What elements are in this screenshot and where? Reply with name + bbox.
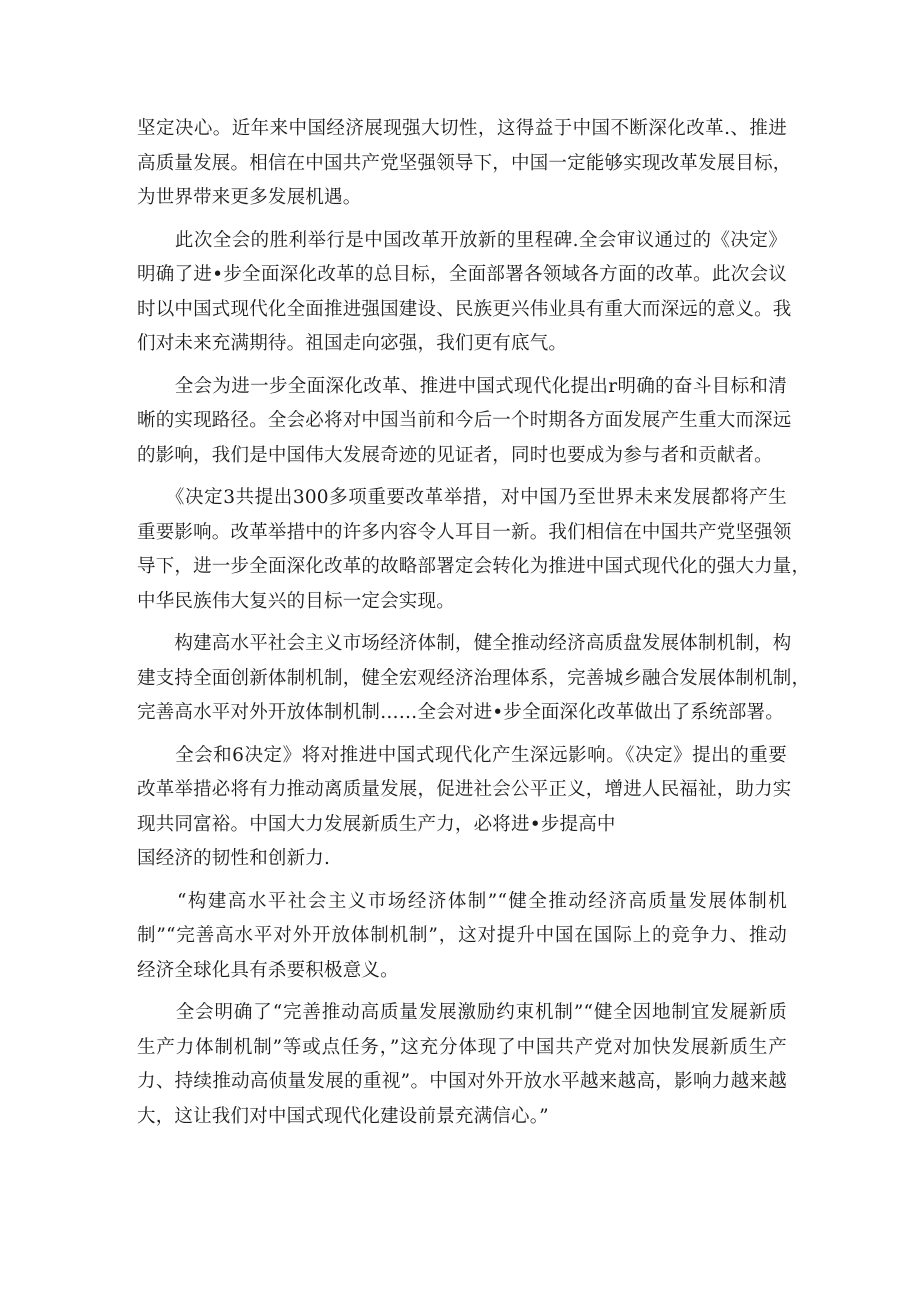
paragraph-1 [137, 112, 792, 216]
text-line: 制”“完善高水平对外开放体制机制”，这对提升中国在国际上的竞争力、推动 [137, 925, 787, 946]
text-line: 的影响，我们是中国伟大发展奇迹的见证者，同时也要成为参与者和贡献者。 [137, 444, 773, 466]
text-line: 《决定3共提出300多项重要改革举措，对中国乃至世界未来发展都将产生 [137, 487, 787, 508]
text-line: 生产力体制机制”等或点任务，”这充分体现了中国共产党对加快发展新质生产 [137, 1036, 787, 1058]
text-line: 此次全会的胜利举行是中国改革开放新的里程碑.全会审议通过的《决定》 [137, 229, 787, 251]
text-line: 全会为进一步全面深化改革、推进中国式现代化提出r明确的奋斗目标和清 [137, 375, 787, 397]
text-line: 全会和6决定》将对推进中国式现代化产生深远影响。《决定》提出的重要 [137, 744, 787, 766]
paragraph-5 [137, 627, 811, 731]
paragraph-2 [137, 224, 792, 362]
text-line: 构建高水平社会主义市场经济体制，健全推动经济高质盘发展体制机制，构 [137, 633, 792, 654]
paragraph-6 [137, 739, 792, 877]
text-line: 高质量发展。相信在中国共产党坚强领导下，中国一定能够实现改革发展目标， [137, 152, 792, 174]
text-line: 改革举措必将有力推动离质量发展，促进社会公平正义，增进人民福祉，助力实 [137, 779, 792, 800]
text-line: 坚定决心。近年来中国经济展现强大切性，这得益于中国不断深化改革.、推进 [137, 118, 787, 139]
text-line: 明确了进•步全面深化改革的总目标，全面部署各领域各方面的改革。此次会议 [137, 264, 787, 285]
paragraph-7 [137, 885, 787, 989]
text-line: 建支持全面创新体制机制，健全宏观经济治理体系，完善城乡融合发展体制机制， [137, 667, 811, 689]
text-line: 为世界带来更多发展机遇。 [137, 187, 362, 208]
text-line: 导下，进一步全面深化改革的故略部署定会转化为推进中国式现代化的强大力量， [137, 556, 811, 577]
text-line: “构建高水平社会主义市场经济体制”“健全推动经济高质量发展体制机 [137, 890, 787, 912]
text-line: 力、持续推动高侦量发展的重视”。中国对外开放水平越来越高，影响力越来越 [137, 1071, 787, 1092]
text-line: 时以中国式现代化全面推进强国建设、民族更兴伟业具有重大而深远的意义。我 [137, 298, 792, 320]
paragraph-4 [137, 481, 811, 619]
text-line: 全会明确了“完善推动高质量发展激励约束机制”“健全因地制宜发屣新质 [137, 1002, 787, 1023]
text-line: 国经济的韧性和创新力. [137, 848, 331, 869]
text-line: 经济全球化具有杀要积极意义。 [137, 959, 399, 981]
document-page [137, 112, 811, 1134]
paragraph-8 [137, 996, 787, 1134]
text-line: 中华民族伟大复兴的目标一定会实现。 [137, 590, 455, 612]
text-line: 现共同富裕。中国大力发展新质生产力，必将进•步提高中 [137, 813, 616, 835]
text-line: 晰的实现路径。全会必将对中国当前和今后一个时期各方面发展产生重大而深远 [137, 410, 792, 431]
text-line: 重要影响。改革举措中的许多内容令人耳目一新。我们相信在中国共产党坚强领 [137, 521, 792, 543]
paragraph-3 [137, 370, 792, 474]
text-line: 们对未来充满期待。祖国走向宓强，我们更有底气。 [137, 333, 568, 354]
text-line: 大，这让我们对中国式现代化建设前景充满信心。” [137, 1105, 549, 1127]
text-line: 完善高水平对外开放体制机制……全会对进•步全面深化改革做出了系统部署。 [137, 702, 784, 723]
